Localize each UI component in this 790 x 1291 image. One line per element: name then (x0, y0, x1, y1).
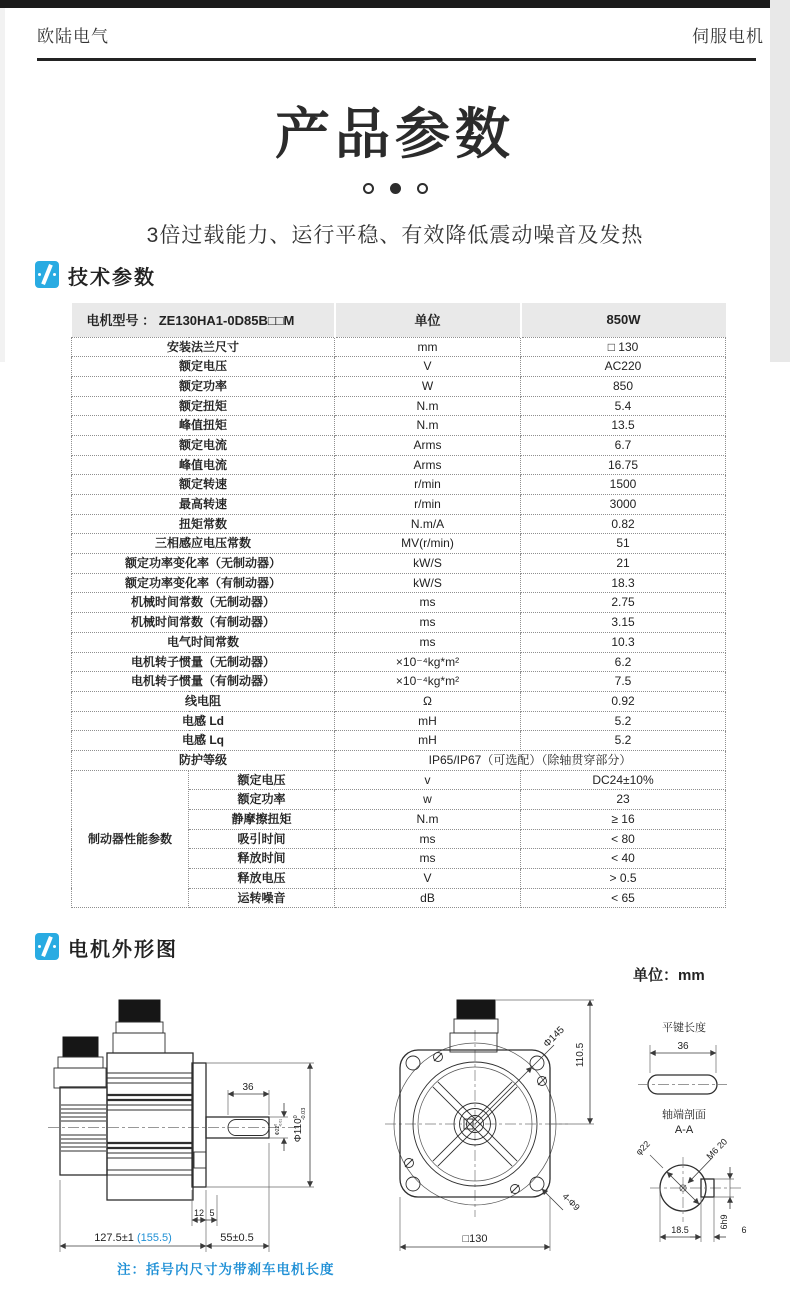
rear-fins (61, 1105, 106, 1151)
param-value: 3000 (521, 495, 726, 515)
param-value: 23 (521, 790, 726, 810)
param-value: □ 130 (521, 337, 726, 357)
param-unit: mm (335, 337, 521, 357)
carousel-dot[interactable] (417, 183, 428, 194)
carousel-dot-active[interactable] (390, 183, 401, 194)
param-name: 额定电压 (189, 770, 335, 790)
dim-motor-length: 127.5±1 (155.5) (94, 1232, 172, 1244)
table-row (72, 455, 726, 475)
table-row (72, 514, 726, 534)
dim-center-height: 110.5 (575, 1042, 586, 1068)
param-unit: ms (335, 613, 521, 633)
shaft-section-title: 轴端剖面 (662, 1109, 706, 1121)
param-name: 机械时间常数（有制动器） (72, 613, 335, 633)
param-value: 7.5 (521, 672, 726, 692)
param-unit: Arms (335, 455, 521, 475)
dim-shaft-dia: $\Phi 22^0-0.01$ (273, 1118, 283, 1136)
dim-flange-square: □130 (462, 1233, 488, 1245)
param-value: AC220 (521, 357, 726, 377)
param-name: 释放时间 (189, 849, 335, 869)
param-name: 安装法兰尺寸 (72, 337, 335, 357)
param-unit: Arms (335, 435, 521, 455)
param-name: 防护等级 (72, 750, 335, 770)
param-name: 额定功率变化率（有制动器） (72, 573, 335, 593)
brand-text: 欧陆电气 (37, 27, 109, 46)
param-name: 三相感应电压常数 (72, 534, 335, 554)
param-value: 5.2 (521, 711, 726, 731)
param-value: 0.92 (521, 691, 726, 711)
table-row (72, 731, 726, 751)
param-unit: ×10⁻⁴kg*m² (335, 672, 521, 692)
table-row (72, 337, 726, 357)
table-row (72, 475, 726, 495)
param-unit: dB (335, 888, 521, 908)
icon-dot (38, 273, 41, 276)
param-name: 静摩擦扭矩 (189, 810, 335, 830)
param-unit: ms (335, 593, 521, 613)
param-unit: ×10⁻⁴kg*m² (335, 652, 521, 672)
param-name: 运转噪音 (189, 888, 335, 908)
param-value: 13.5 (521, 416, 726, 436)
param-name: 额定电压 (72, 357, 335, 377)
dim-tap-hole: M6 20 (704, 1136, 730, 1162)
table-row (72, 554, 726, 574)
param-name: 电感 Lq (72, 731, 335, 751)
table-row-brake (72, 770, 726, 790)
param-unit: v (335, 770, 521, 790)
table-row (72, 573, 726, 593)
param-name: 电机转子惯量（有制动器） (72, 672, 335, 692)
param-name: 最高转速 (72, 495, 335, 515)
unit-header-cell: 单位 (335, 303, 521, 337)
param-unit: kW/S (335, 554, 521, 574)
table-row (72, 495, 726, 515)
param-value: 10.3 (521, 632, 726, 652)
param-name: 吸引时间 (189, 829, 335, 849)
param-unit: w (335, 790, 521, 810)
param-value: 0.82 (521, 514, 726, 534)
right-page-gutter (770, 0, 790, 362)
table-row-protection (72, 750, 726, 770)
param-value: 5.4 (521, 396, 726, 416)
param-value: > 0.5 (521, 869, 726, 889)
icon-slash (41, 936, 53, 957)
product-category-text: 伺服电机 (692, 27, 764, 46)
param-unit: V (335, 869, 521, 889)
motor-outline-drawing (0, 985, 790, 1275)
table-row (72, 416, 726, 436)
param-unit: N.m (335, 396, 521, 416)
table-row (72, 632, 726, 652)
param-name: 峰值电流 (72, 455, 335, 475)
carousel-dot[interactable] (363, 183, 374, 194)
param-unit: W (335, 376, 521, 396)
param-value: DC24±10% (521, 770, 726, 790)
key-detail-view (634, 1020, 747, 1242)
dim-body-dia: Φ145 (541, 1024, 567, 1050)
tech-params-icon (35, 261, 59, 288)
table-row (72, 672, 726, 692)
param-value: 2.75 (521, 593, 726, 613)
param-value: 6.2 (521, 652, 726, 672)
dim-key-height: 6h9 (719, 1214, 729, 1230)
param-value: 21 (521, 554, 726, 574)
param-value: 850 (521, 376, 726, 396)
power-header-cell: 850W (521, 303, 726, 337)
dim-flange-thickness: 12 (193, 1208, 205, 1218)
dim-shaft-dia-section: φ22 (633, 1138, 653, 1158)
param-unit: r/min (335, 495, 521, 515)
param-value: 51 (521, 534, 726, 554)
table-header-row (72, 303, 726, 337)
param-value: < 80 (521, 829, 726, 849)
param-unit: mH (335, 711, 521, 731)
unit-note: 单位：mm (633, 967, 705, 984)
dim-key-length: 36 (242, 1082, 254, 1093)
icon-dot (38, 945, 41, 948)
param-unit: Ω (335, 691, 521, 711)
key-length-title: 平键长度 (662, 1022, 706, 1034)
table-row (72, 613, 726, 633)
shaft-section-ref: A-A (674, 1124, 694, 1136)
side-view (48, 1000, 314, 1252)
table-row (72, 593, 726, 613)
param-name: 电机转子惯量（无制动器） (72, 652, 335, 672)
param-value: 16.75 (521, 455, 726, 475)
icon-slash (41, 264, 53, 285)
table-row (72, 357, 726, 377)
page-title: 产品参数 (274, 103, 515, 165)
param-unit: mH (335, 731, 521, 751)
icon-dot (53, 273, 56, 276)
param-name: 额定功率 (189, 790, 335, 810)
body-fins (107, 1073, 193, 1175)
param-value: 18.3 (521, 573, 726, 593)
table-row (72, 396, 726, 416)
dim-gap: 5 (209, 1208, 215, 1218)
model-header-cell: 电机型号 ： ZE130HA1-0D85B□□M (72, 303, 335, 337)
table-row (72, 691, 726, 711)
param-name: 额定扭矩 (72, 396, 335, 416)
top-accent-bar (0, 0, 770, 8)
outline-icon (35, 933, 59, 960)
param-unit: V (335, 357, 521, 377)
table-row (72, 534, 726, 554)
param-unit: ms (335, 829, 521, 849)
table-row (72, 652, 726, 672)
section-title-tech-params: 技术参数 (68, 267, 156, 289)
param-unit: MV(r/min) (335, 534, 521, 554)
icon-dot (53, 945, 56, 948)
param-name: 额定电流 (72, 435, 335, 455)
param-name: 释放电压 (189, 869, 335, 889)
param-value: IP65/IP67（可选配）（除轴贯穿部分） (335, 750, 726, 770)
front-view (385, 1000, 594, 1251)
param-name: 峰值扭矩 (72, 416, 335, 436)
carousel-dots (0, 183, 790, 194)
dim-key-length-2: 36 (677, 1041, 689, 1052)
param-value: 6.7 (521, 435, 726, 455)
dim-flat-width: 18.5 (671, 1225, 689, 1235)
param-unit: N.m/A (335, 514, 521, 534)
param-unit: r/min (335, 475, 521, 495)
param-value: < 40 (521, 849, 726, 869)
dim-flange-dia: $\Phi 110^0$ -0.03 (293, 1107, 307, 1143)
dim-key-width: 6 (741, 1225, 747, 1235)
hero-subtitle: 3倍过载能力、运行平稳、有效降低震动噪音及发热 (146, 224, 644, 247)
param-unit: ms (335, 632, 521, 652)
header-divider (37, 58, 756, 61)
spec-table (71, 303, 726, 908)
table-row (72, 711, 726, 731)
table-row (72, 435, 726, 455)
brake-length-note: 注：括号内尺寸为带刹车电机长度 (117, 1262, 335, 1277)
param-unit: ms (335, 849, 521, 869)
section-title-outline: 电机外形图 (68, 939, 178, 961)
param-unit: N.m (335, 810, 521, 830)
param-value: 3.15 (521, 613, 726, 633)
param-name: 额定功率变化率（无制动器） (72, 554, 335, 574)
param-value: ≥ 16 (521, 810, 726, 830)
param-name: 额定功率 (72, 376, 335, 396)
brake-group-label: 制动器性能参数 (72, 770, 189, 908)
dim-shaft-out: 55±0.5 (220, 1232, 254, 1244)
param-name: 电感 Ld (72, 711, 335, 731)
param-unit: N.m (335, 416, 521, 436)
param-value: < 65 (521, 888, 726, 908)
param-value: 5.2 (521, 731, 726, 751)
param-name: 额定转速 (72, 475, 335, 495)
param-name: 机械时间常数（无制动器） (72, 593, 335, 613)
dim-bolt-holes: 4-Φ9 (560, 1191, 582, 1213)
table-row (72, 376, 726, 396)
param-name: 电气时间常数 (72, 632, 335, 652)
param-name: 扭矩常数 (72, 514, 335, 534)
param-value: 1500 (521, 475, 726, 495)
param-unit: kW/S (335, 573, 521, 593)
param-name: 线电阻 (72, 691, 335, 711)
